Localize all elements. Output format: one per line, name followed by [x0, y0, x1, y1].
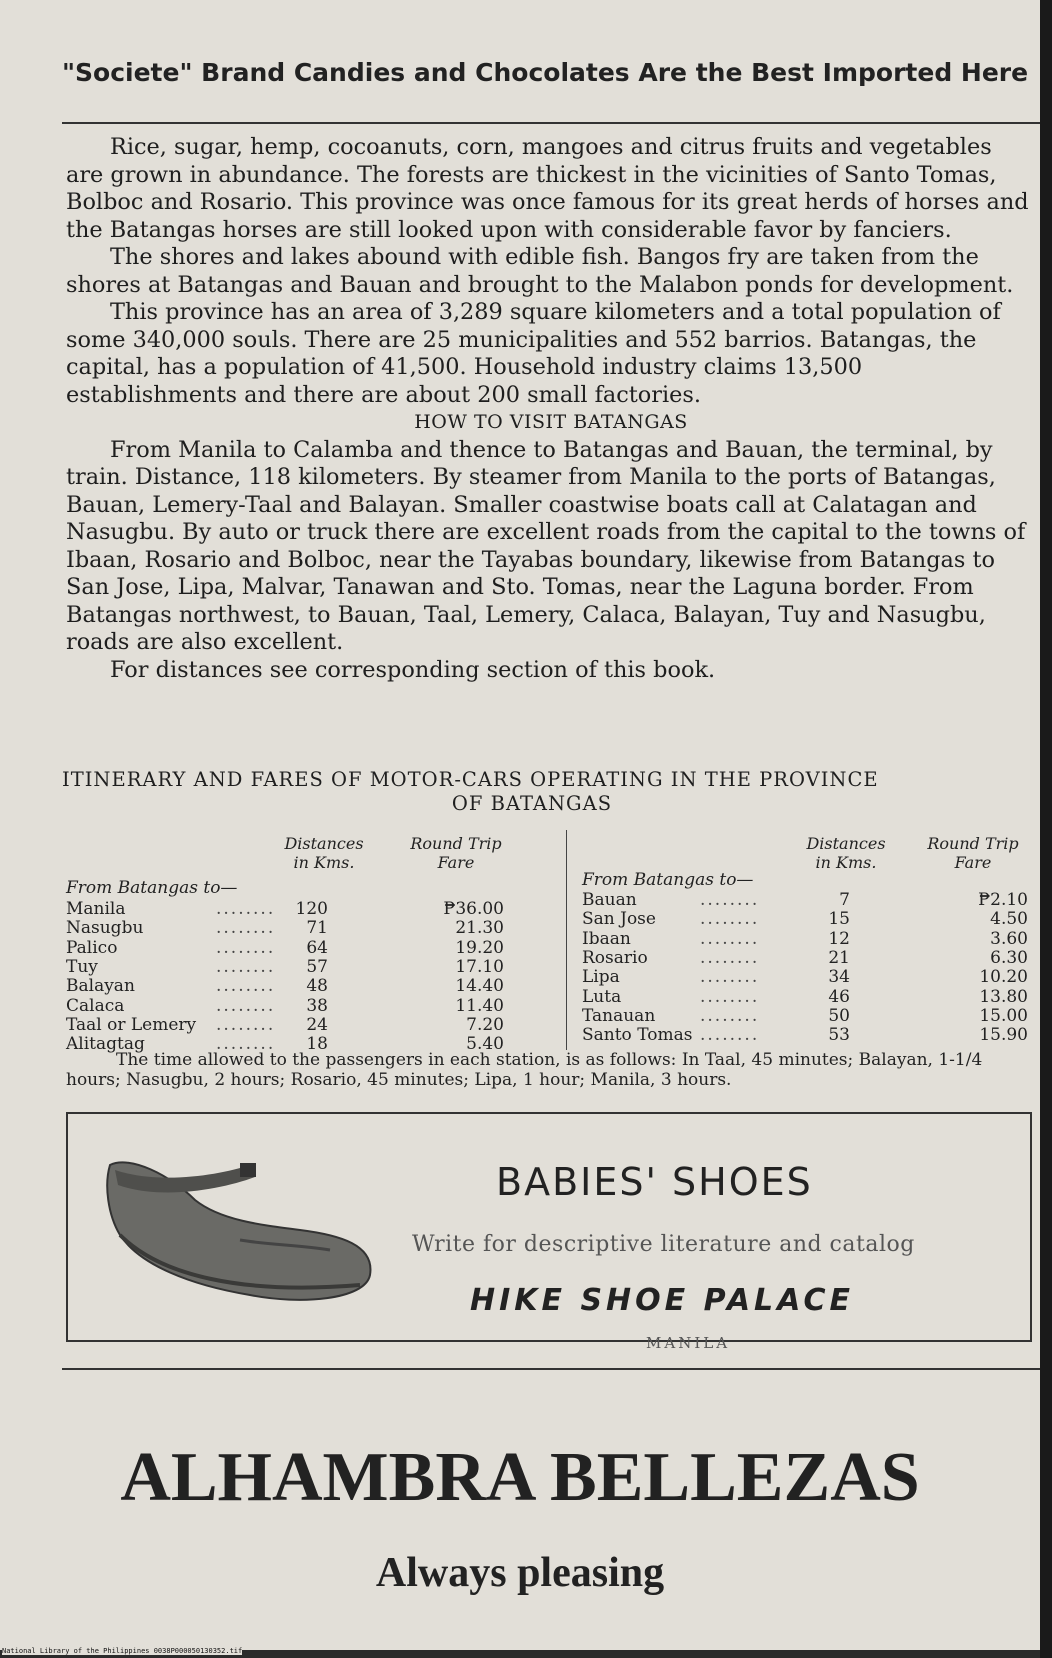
fare-destination: Luta — [582, 986, 622, 1007]
fare-amount: 17.10 — [455, 956, 504, 977]
paragraph-distances-ref: For distances see corresponding section of this book. — [110, 656, 716, 683]
fare-row — [582, 890, 1032, 909]
fare-distance: 48 — [306, 976, 328, 997]
fare-destination: Taal or Lemery — [66, 1014, 197, 1035]
itinerary-title-main: ITINERARY AND FARES OF MOTOR-CARS OPERATING IN THE PROVINCE — [62, 768, 879, 791]
fare-amount: 19.20 — [455, 937, 504, 958]
shoe-ad-title: BABIES' SHOES — [496, 1160, 813, 1204]
fare-amount: 15.00 — [979, 1005, 1028, 1026]
from-label-right: From Batangas to— — [582, 870, 754, 890]
fare-amount: 14.40 — [455, 976, 504, 997]
fare-amount: 10.20 — [979, 967, 1028, 988]
fare-distance: 15 — [828, 909, 850, 930]
fare-distance: 64 — [306, 937, 328, 958]
paragraph-fish: The shores and lakes abound with edible fish. Bangos fry are taken from the shores at Batangas and Bauan and brought to the Malabon ponds for development. — [66, 244, 1014, 298]
fare-distance: 57 — [306, 956, 328, 977]
fare-amount: 3.60 — [990, 928, 1028, 949]
alhambra-slogan: Always pleasing — [375, 1550, 665, 1596]
fare-row — [582, 987, 1032, 1006]
body-text — [66, 134, 1036, 684]
fare-distance: 50 — [828, 1005, 850, 1026]
fare-table-right — [582, 834, 1040, 1054]
col-header-distances-right-unit: in Kms. — [815, 853, 877, 872]
fare-amount: ₱36.00 — [443, 899, 504, 919]
fare-distance: 7 — [839, 890, 850, 910]
fare-distance: 12 — [828, 928, 850, 949]
fare-row — [66, 976, 546, 995]
col-header-distances-right-label: Distances — [806, 834, 886, 853]
fare-amount: 4.50 — [990, 909, 1028, 930]
header-rule — [62, 122, 1040, 124]
fare-destination: Rosario — [582, 947, 648, 968]
fare-distance: 34 — [828, 967, 850, 988]
fare-distance: 53 — [828, 1025, 850, 1046]
fare-amount: 7.20 — [466, 1014, 504, 1035]
table-divider — [566, 830, 567, 1050]
fare-distance: 120 — [295, 899, 328, 919]
fare-amount: 11.40 — [455, 995, 504, 1016]
fare-destination: San Jose — [582, 909, 656, 930]
paragraph-routes: From Manila to Calamba and thence to Batangas and Bauan, the terminal, by train. Distance, 118 kilometers. By steamer from Manila to the ports of Batangas, Bauan, Lemery-Taal and Balayan. Smaller coastwise boats call at Calatagan and Nasugbu. By auto or truck there are excellent roads from the capital to the towns of Ibaan, Rosario and Bolboc, near the Tayabas boundary, likewise from Batangas to San Jose, Lipa, Malvar, Tanawan and Sto. Tomas, near the Laguna border. From Batangas northwest, to Bauan, Taal, Lemery, Calaca, Balayan, Tuy and Nasugbu, roads are also excellent. — [66, 436, 1026, 655]
col-header-fare-right-unit: Fare — [954, 853, 992, 872]
alhambra-title: ALHAMBRA BELLEZAS — [120, 1439, 920, 1516]
leader-dots: ........ — [216, 918, 276, 939]
scan-footer: National Library of the Philippines 0038P000050130352.tif — [2, 1647, 243, 1655]
fare-amount: 21.30 — [455, 918, 504, 939]
fare-row — [66, 1015, 546, 1034]
fare-row — [66, 899, 546, 918]
fare-destination: Bauan — [582, 890, 637, 910]
leader-dots: ........ — [700, 1025, 760, 1046]
baby-shoe-illustration — [100, 1145, 390, 1315]
fare-destination: Ibaan — [582, 928, 631, 949]
fare-row — [582, 929, 1032, 948]
fare-destination: Tanauan — [582, 1005, 656, 1026]
how-to-visit-heading: HOW TO VISIT BATANGAS — [414, 411, 688, 433]
leader-dots: ........ — [216, 956, 276, 977]
col-header-distances-unit: in Kms. — [293, 853, 355, 872]
fare-table-left — [66, 834, 546, 1054]
fare-amount: 15.90 — [979, 1025, 1028, 1046]
leader-dots: ........ — [700, 947, 760, 968]
col-header-fare-label: Round Trip — [410, 834, 502, 853]
fare-destination: Lipa — [582, 967, 620, 988]
shoe-ad-city: MANILA — [646, 1334, 731, 1352]
fare-destination: Calaca — [66, 995, 125, 1016]
fare-destination: Palico — [66, 937, 118, 958]
paragraph-area: This province has an area of 3,289 square kilometers and a total population of some 340,000 souls. There are 25 municipalities and 552 barrios. Batangas, the capital, has a population of 41,500. Household industry claims 13,500 establishments and there are about 200 small factories. — [66, 299, 1001, 408]
col-header-distances-label: Distances — [284, 834, 364, 853]
fare-distance: 38 — [306, 995, 328, 1016]
itinerary-title-sub: OF BATANGAS — [451, 792, 613, 815]
scan-edge — [1040, 0, 1052, 1658]
leader-dots: ........ — [700, 928, 760, 949]
leader-dots: ........ — [700, 890, 760, 910]
fare-amount: 5.40 — [466, 1034, 504, 1055]
itinerary-title — [62, 768, 1040, 816]
leader-dots: ........ — [216, 1014, 276, 1035]
fare-destination: Balayan — [66, 976, 135, 997]
fare-amount: ₱2.10 — [978, 890, 1028, 910]
leader-dots: ........ — [700, 1005, 760, 1026]
leader-dots: ........ — [216, 995, 276, 1016]
leader-dots: ........ — [700, 967, 760, 988]
fare-row — [582, 948, 1032, 967]
fare-distance: 24 — [306, 1014, 328, 1035]
fare-destination: Alitagtag — [66, 1034, 145, 1055]
leader-dots: ........ — [700, 909, 760, 930]
fare-destination: Tuy — [66, 956, 98, 977]
fare-row — [66, 918, 546, 937]
col-header-fare-right-label: Round Trip — [927, 834, 1019, 853]
fare-row — [582, 1006, 1032, 1025]
leader-dots: ........ — [700, 986, 760, 1007]
col-header-fare — [396, 834, 516, 872]
fare-amount: 6.30 — [990, 947, 1028, 968]
fare-row — [66, 938, 546, 957]
fare-distance: 46 — [828, 986, 850, 1007]
shoe-ad-company: HIKE SHOE PALACE — [470, 1283, 854, 1318]
leader-dots: ........ — [216, 976, 276, 997]
fare-row — [582, 1025, 1032, 1044]
col-header-fare-unit: Fare — [437, 853, 475, 872]
fare-destination: Santo Tomas — [582, 1025, 693, 1046]
col-header-fare-right — [918, 834, 1028, 872]
fare-amount: 13.80 — [979, 986, 1028, 1007]
paragraph-products: Rice, sugar, hemp, cocoanuts, corn, mangoes and citrus fruits and vegetables are grown in abundance. The forests are thickest in the vicinities of Santo Tomas, Bolboc and Rosario. This province was once famous for its great herds of horses and the Batangas horses are still looked upon with considerable favor by fanciers. — [66, 134, 1029, 243]
fare-distance: 18 — [306, 1034, 328, 1055]
col-header-distances — [274, 834, 374, 872]
fare-destination: Manila — [66, 899, 126, 919]
fare-distance: 71 — [306, 918, 328, 939]
fare-row — [582, 909, 1032, 928]
leader-dots: ........ — [216, 899, 276, 919]
time-allowed-note: The time allowed to the passengers in each station, is as follows: In Taal, 45 minutes; Balayan, 1-1/4 hours; Nasugbu, 2 hours; Rosario, 45 minutes; Lipa, 1 hour; Manila, 3 hours. — [66, 1050, 983, 1090]
leader-dots: ........ — [216, 937, 276, 958]
fare-distance: 21 — [828, 947, 850, 968]
fare-row — [66, 996, 546, 1015]
fare-row — [582, 967, 1032, 986]
shoe-ad-subtitle: Write for descriptive literature and catalog — [412, 1232, 915, 1257]
running-header: "Societe" Brand Candies and Chocolates Are the Best Imported Here — [62, 58, 1029, 87]
ad-divider-rule — [62, 1368, 1040, 1370]
fare-destination: Nasugbu — [66, 918, 144, 939]
fare-row — [66, 957, 546, 976]
leader-dots: ........ — [216, 1034, 276, 1055]
col-header-distances-right — [796, 834, 896, 872]
from-label-left: From Batangas to— — [66, 878, 238, 898]
